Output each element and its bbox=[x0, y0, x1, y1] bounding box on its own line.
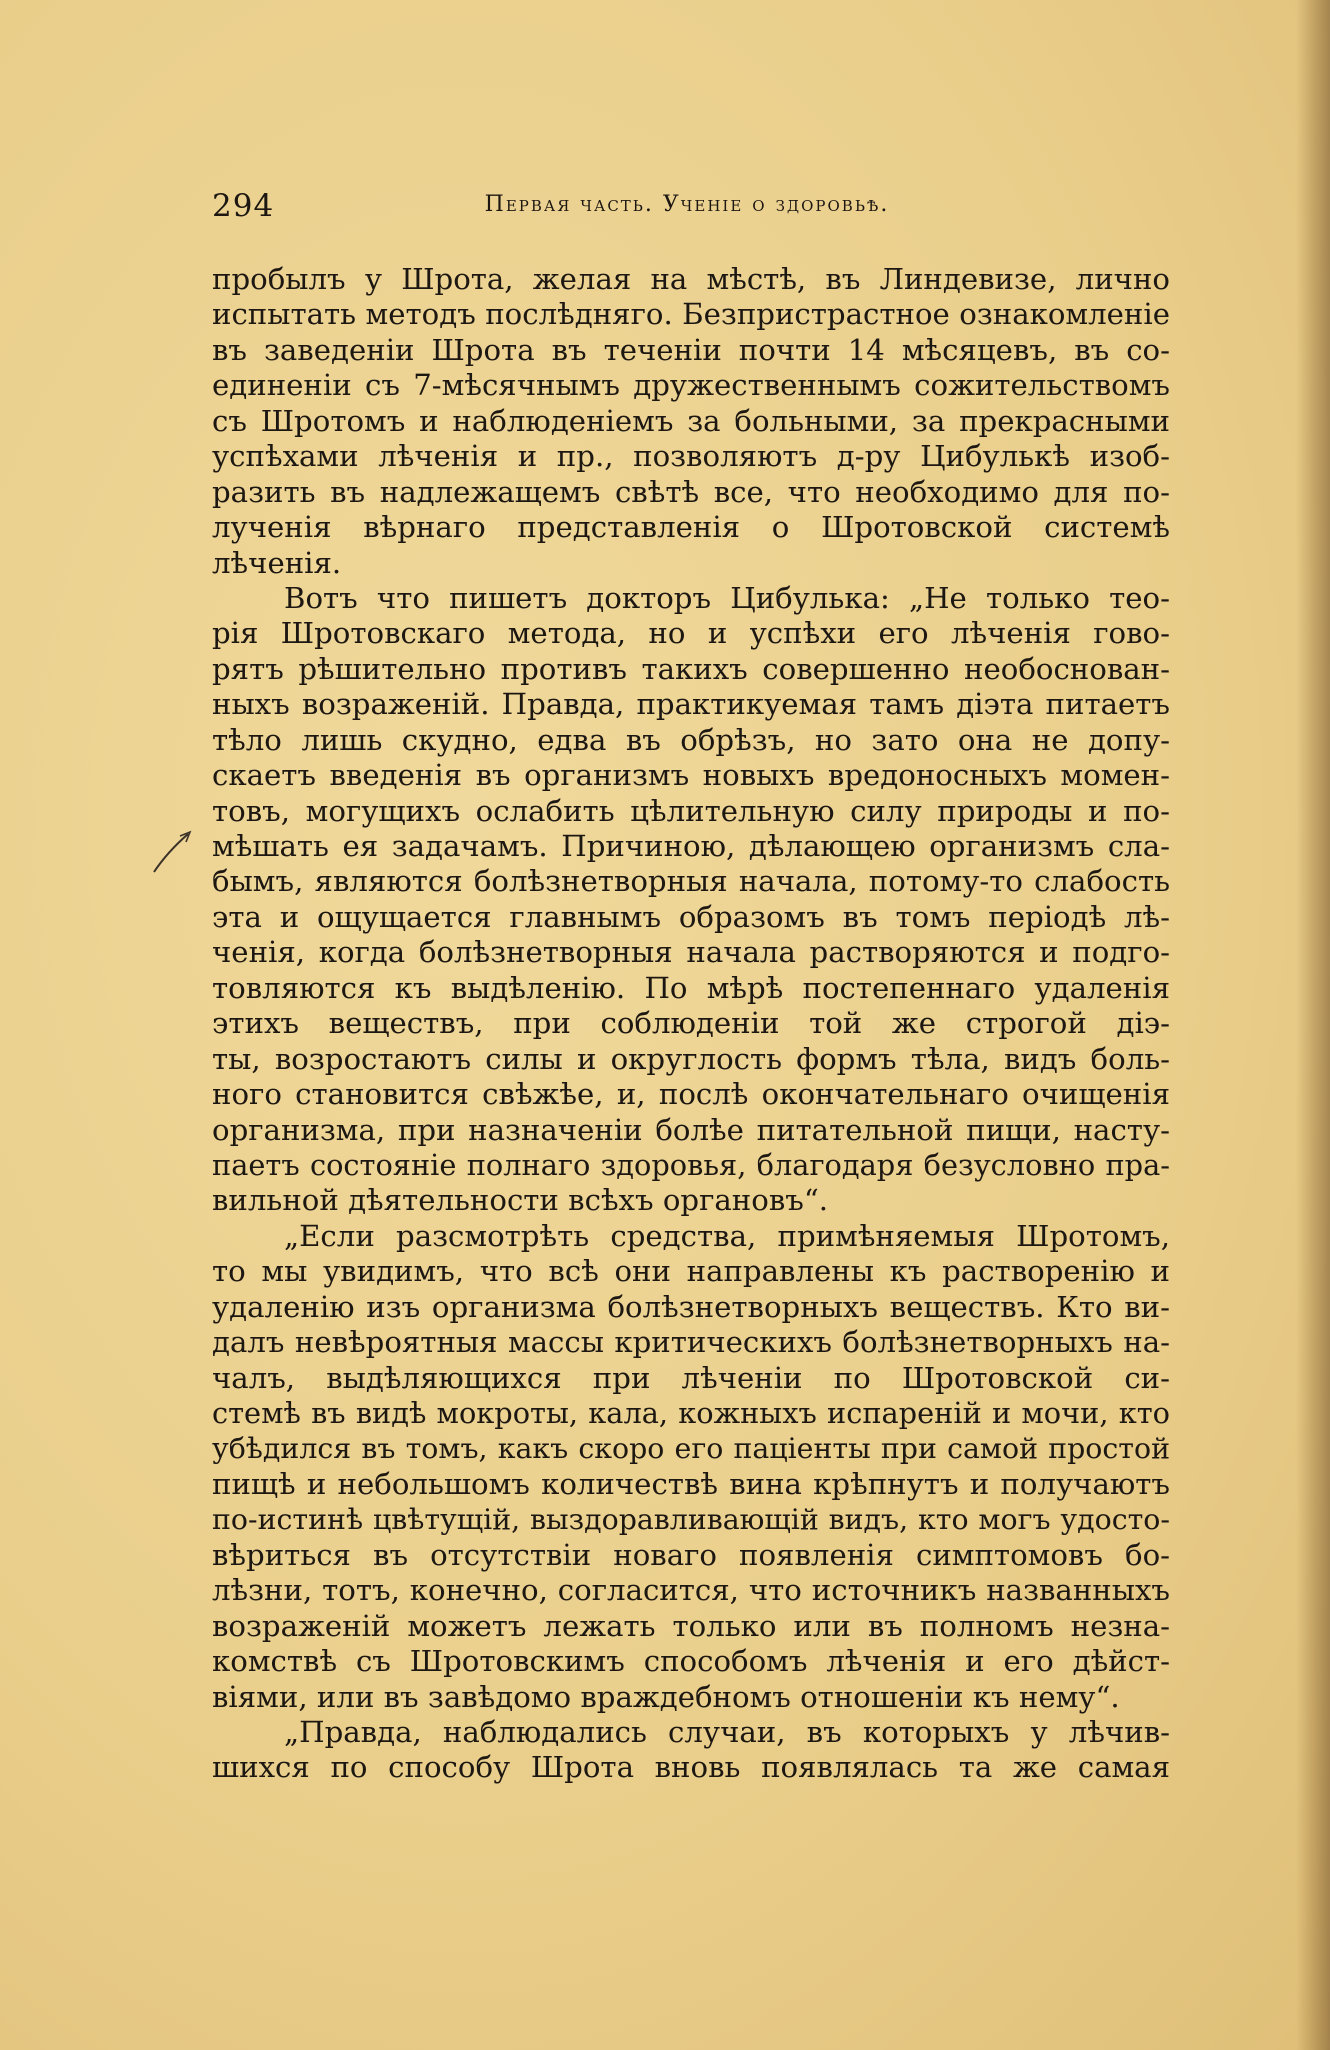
text-line: товъ, могущихъ ослабить цѣлительную силу природы и по- bbox=[212, 793, 1170, 828]
text-line: „Правда, наблюдались случаи, въ которыхъ у лѣчив- bbox=[284, 1714, 1170, 1749]
text-line: далъ невѣроятныя массы критическихъ болѣзнетворныхъ на- bbox=[212, 1325, 1170, 1360]
text-line: „Если разсмотрѣть средства, примѣняемыя Шротомъ, bbox=[284, 1218, 1170, 1253]
text-line: шихся по способу Шрота вновь появлялась та же самая bbox=[212, 1750, 1170, 1785]
text-line: эта и ощущается главнымъ образомъ въ томъ періодѣ лѣ- bbox=[212, 899, 1170, 934]
text-line: стемѣ въ видѣ мокроты, кала, кожныхъ испареній и мочи, кто bbox=[212, 1396, 1170, 1430]
page-spine-shadow bbox=[1296, 0, 1330, 2050]
text-line: успѣхами лѣченія и пр., позволяютъ д-ру Цибулькѣ изоб- bbox=[212, 439, 1170, 474]
text-line: тѣло лишь скудно, едва въ обрѣзъ, но зато она не допу- bbox=[212, 722, 1170, 757]
text-line: вильной дѣятельности всѣхъ органовъ“. bbox=[212, 1183, 829, 1218]
text-line: лученія вѣрнаго представленія о Шротовской системѣ bbox=[212, 510, 1170, 545]
text-line: испытать методъ послѣдняго. Безпристрастное ознакомленіе bbox=[212, 297, 1170, 332]
text-line: рія Шротовскаго метода, но и успѣхи его лѣченія гово- bbox=[212, 616, 1170, 651]
text-line: лѣченія. bbox=[212, 545, 342, 580]
text-line: ченія, когда болѣзнетворныя начала растворяются и подго- bbox=[212, 935, 1170, 970]
text-line: Вотъ что пишетъ докторъ Цибулька: „Не только тео- bbox=[284, 580, 1170, 615]
page-number: 294 bbox=[212, 188, 275, 224]
text-line: ного становится свѣжѣе, и, послѣ окончательнаго очищенія bbox=[212, 1077, 1170, 1112]
text-line: товляются къ выдѣленію. По мѣрѣ постепеннаго удаленія bbox=[212, 970, 1170, 1005]
text-line: съ Шротомъ и наблюденіемъ за больными, за прекрасными bbox=[212, 403, 1170, 438]
text-line: этихъ веществъ, при соблюденіи той же строгой діэ- bbox=[212, 1006, 1170, 1041]
margin-pencil-mark bbox=[150, 826, 194, 876]
text-line: ты, возростаютъ силы и округлость формъ тѣла, видъ боль- bbox=[212, 1041, 1170, 1076]
text-line: лѣзни, тотъ, конечно, согласится, что источникъ названныхъ bbox=[212, 1573, 1170, 1608]
text-line: то мы увидимъ, что всѣ они направлены къ растворенію и bbox=[212, 1254, 1170, 1289]
body-text bbox=[212, 262, 1170, 1786]
text-line: пробылъ у Шрота, желая на мѣстѣ, въ Линдевизе, лично bbox=[212, 262, 1170, 296]
text-line: скаетъ введенія въ организмъ новыхъ вредоносныхъ момен- bbox=[212, 758, 1170, 793]
running-header bbox=[212, 188, 1162, 228]
text-line: убѣдился въ томъ, какъ скоро его паціенты при самой простой bbox=[212, 1432, 1170, 1466]
text-line: паетъ состояніе полнаго здоровья, благодаря безусловно пра- bbox=[212, 1147, 1170, 1182]
text-line: комствѣ съ Шротовскимъ способомъ лѣченія и его дѣйст- bbox=[212, 1644, 1170, 1679]
text-line: возраженій можетъ лежать только или въ полномъ незна- bbox=[212, 1608, 1170, 1643]
text-line: по-истинѣ цвѣтущій, выздоравливающій видъ, кто могъ удосто- bbox=[212, 1503, 1170, 1537]
text-line: бымъ, являются болѣзнетворныя начала, потому-то слабость bbox=[212, 864, 1170, 899]
text-line: рятъ рѣшительно противъ такихъ совершенно необоснован- bbox=[212, 651, 1170, 686]
text-line: вѣриться въ отсутствіи новаго появленія симптомовъ бо- bbox=[212, 1537, 1170, 1572]
text-line: пищѣ и небольшомъ количествѣ вина крѣпнутъ и получаютъ bbox=[212, 1466, 1170, 1501]
text-line: ныхъ возраженій. Правда, практикуемая тамъ діэта питаетъ bbox=[212, 687, 1170, 722]
text-line: въ заведеніи Шрота въ теченіи почти 14 мѣсяцевъ, въ со- bbox=[212, 332, 1170, 367]
text-line: единеніи съ 7-мѣсячнымъ дружественнымъ сожительствомъ bbox=[212, 368, 1170, 403]
running-title: Первая часть. Ученіе о здоровьѣ. bbox=[484, 192, 890, 217]
text-line: мѣшать ея задачамъ. Причиною, дѣлающею организмъ сла- bbox=[212, 829, 1170, 863]
text-line: віями, или въ завѣдомо враждебномъ отношеніи къ нему“. bbox=[212, 1679, 1120, 1714]
text-line: организма, при назначеніи болѣе питательной пищи, насту- bbox=[212, 1112, 1170, 1147]
text-line: чалъ, выдѣляющихся при лѣченіи по Шротовской си- bbox=[212, 1360, 1170, 1395]
text-line: разить въ надлежащемъ свѣтѣ все, что необходимо для по- bbox=[212, 474, 1170, 509]
text-line: удаленію изъ организма болѣзнетворныхъ веществъ. Кто ви- bbox=[212, 1289, 1170, 1324]
